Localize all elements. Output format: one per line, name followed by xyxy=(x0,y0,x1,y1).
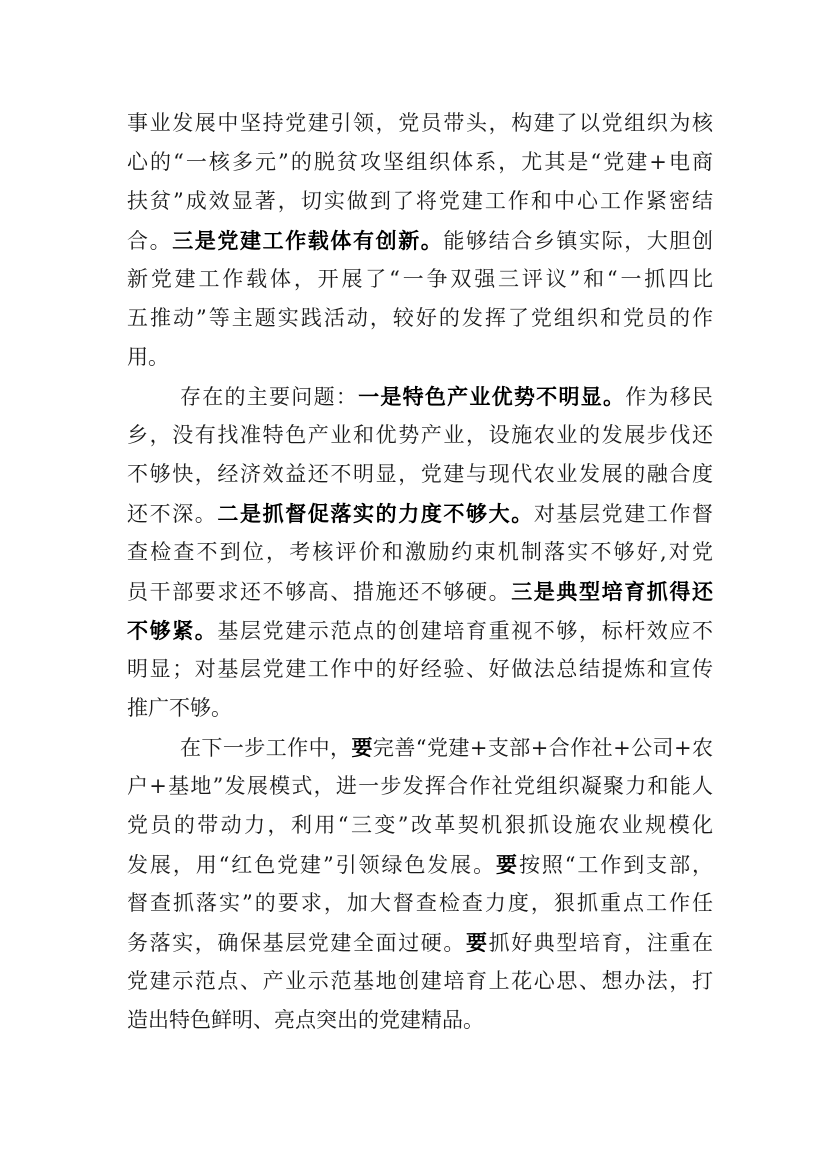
text-line xyxy=(127,299,713,338)
text-run: 务落实，确保基层党建全面过硬。 xyxy=(127,931,466,955)
text-run: 员干部要求还不够高、措施还不够硬。 xyxy=(127,580,512,604)
text-run: 推广不够。 xyxy=(127,696,232,720)
text-run: 事业发展中坚持党建引领，党员带头，构建了以党组织为核 xyxy=(127,111,713,135)
text-line xyxy=(127,182,713,221)
text-run: 抓好典型培育，注重在 xyxy=(488,931,714,955)
text-line xyxy=(127,845,713,884)
text-line xyxy=(127,767,713,806)
text-run: 对基层党建工作督 xyxy=(533,502,714,526)
bold-text-run: 要 xyxy=(351,735,373,760)
text-run: 不够快，经济效益还不明显，党建与现代农业发展的融合度 xyxy=(127,462,713,486)
text-line xyxy=(127,962,713,1001)
bold-text-run: 三是党建工作载体有创新。 xyxy=(172,228,444,253)
text-run: 发展，用“红色党建”引领绿色发展。 xyxy=(127,853,497,877)
text-run: 明显；对基层党建工作中的好经验、好做法总结提炼和宣传 xyxy=(127,657,713,681)
text-line xyxy=(127,104,713,143)
text-line xyxy=(127,533,713,572)
text-run: 督查抓落实”的要求，加大督查检查力度，狠抓重点工作任 xyxy=(127,891,713,915)
text-line xyxy=(127,221,713,260)
text-run: 完善“党建+支部+合作社+公司+农 xyxy=(372,736,713,760)
text-line xyxy=(127,572,713,611)
text-line xyxy=(127,455,713,494)
text-run: 查检查不到位，考核评价和激励约束机制落实不够好,对党 xyxy=(127,540,713,564)
paragraph xyxy=(127,728,713,1040)
text-run: 合。 xyxy=(127,229,173,253)
text-run: 在下一步工作中， xyxy=(180,736,352,760)
text-run: 五推动”等主题实践活动，较好的发挥了党组织和党员的作 xyxy=(127,306,713,330)
text-line xyxy=(127,143,713,182)
text-run: 基层党建示范点的创建培育重视不够，标杆效应不 xyxy=(217,619,714,643)
text-line xyxy=(127,923,713,962)
text-run: 扶贫”成效显著，切实做到了将党建工作和中心工作紧密结 xyxy=(127,189,713,213)
text-line xyxy=(127,806,713,845)
text-line xyxy=(127,377,713,416)
text-line xyxy=(127,611,713,650)
text-run: 新党建工作载体，开展了“一争双强三评议”和“一抓四比 xyxy=(127,267,713,291)
text-run: 还不深。 xyxy=(127,502,218,526)
text-line xyxy=(127,1001,713,1040)
bold-text-run: 二是抓督促落实的力度不够大。 xyxy=(217,501,534,526)
paragraph xyxy=(127,104,713,377)
text-run: 存在的主要问题： xyxy=(180,385,359,409)
bold-text-run: 不够紧。 xyxy=(127,618,218,643)
bold-text-run: 三是典型培育抓得还 xyxy=(511,579,714,604)
document-body xyxy=(127,104,713,1040)
paragraph xyxy=(127,377,713,728)
text-line xyxy=(127,416,713,455)
text-line xyxy=(127,650,713,689)
text-line xyxy=(127,884,713,923)
text-run: 党建示范点、产业示范基地创建培育上花心思、想办法，打 xyxy=(127,969,713,993)
text-run: 乡，没有找准特色产业和优势产业，设施农业的发展步伐还 xyxy=(127,423,713,447)
text-line xyxy=(127,338,713,377)
text-line xyxy=(127,728,713,767)
text-line xyxy=(127,689,713,728)
bold-text-run: 要 xyxy=(496,852,519,877)
text-run: 户+基地”发展模式，进一步发挥合作社党组织凝聚力和能人 xyxy=(127,774,713,798)
text-line xyxy=(127,494,713,533)
text-run: 能够结合乡镇实际，大胆创 xyxy=(443,229,714,253)
text-run: 按照“工作到支部， xyxy=(518,853,713,877)
bold-text-run: 一是特色产业优势不明显。 xyxy=(358,384,626,409)
bold-text-run: 要 xyxy=(466,930,489,955)
text-line xyxy=(127,260,713,299)
text-run: 用。 xyxy=(127,345,169,369)
text-run: 造出特色鲜明、亮点突出的党建精品。 xyxy=(127,1008,484,1032)
text-run: 作为移民 xyxy=(625,385,714,409)
text-run: 党员的带动力，利用“三变”改革契机狠抓设施农业规模化 xyxy=(127,813,713,837)
text-run: 心的“一核多元”的脱贫攻坚组织体系，尤其是“党建+电商 xyxy=(127,150,713,174)
